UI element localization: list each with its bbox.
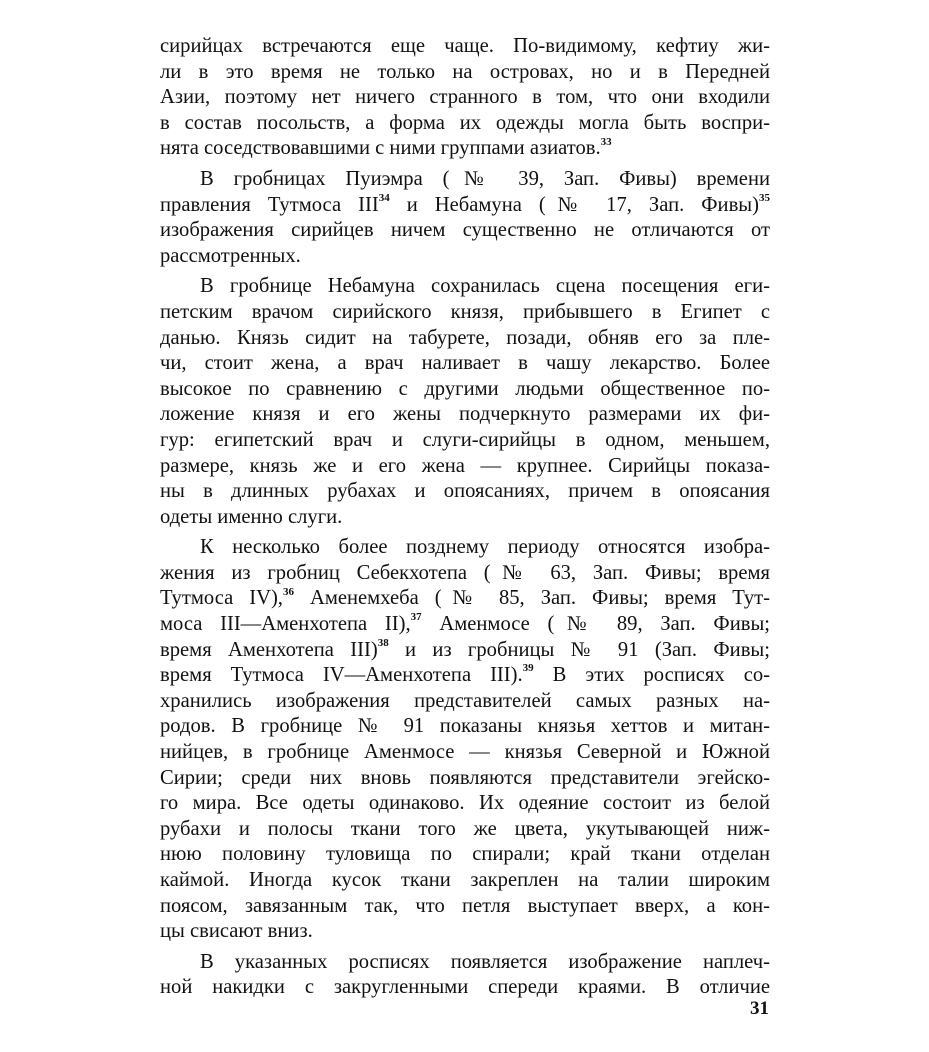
text-line: нята соседствовавшими с ними группами азиатов.$^{33}$ [160, 135, 612, 160]
text-line: поясом, завязанным так, что петля выступает вверх, а кон- [160, 894, 770, 917]
text-line: петским врачом сирийского князя, прибывшего в Египет с [160, 300, 770, 323]
text-line: ли в это время не только на островах, но и в Передней [160, 60, 770, 83]
text-line: гур: египетский врач и слуги-сирийцы в одном, меньшем, [160, 428, 770, 451]
text-line: изображения сирийцев ничем существенно не отличаются от [160, 219, 770, 242]
footnote-marker: 36 [282, 585, 294, 598]
footnote-marker: 38 [377, 636, 389, 649]
footnote-marker: 35 [759, 191, 770, 204]
text-line: рассмотренных. [160, 244, 301, 267]
paragraph [160, 167, 770, 269]
paragraph [160, 274, 770, 530]
paragraph [160, 950, 770, 1001]
text-line: высокое по сравнению с другими людьми общественное по- [160, 377, 770, 400]
text-line: К несколько более позднему периоду относятся изобра- [200, 536, 770, 559]
text-line: размере, князь же и его жена — крупнее. Сирийцы показа- [160, 454, 770, 477]
footnote-marker: 39 [522, 662, 534, 675]
text-line: Азии, поэтому нет ничего странного в том, что они входили [160, 86, 770, 109]
document-page [160, 34, 770, 1006]
footnote-marker: 37 [410, 611, 422, 624]
footnote-marker: 34 [378, 191, 390, 204]
text-line: время Аменхотепа III)$^{38}$ и из гробницы № 91 (Зап. Фивы; [160, 636, 770, 661]
text-line: ны в длинных рубахах и опоясаниях, причем в опоясания [160, 480, 770, 503]
text-line: чи, стоит жена, а врач наливает в чашу лекарство. Более [160, 352, 770, 375]
text-line: ной накидки с закругленными спереди краями. В отличие [160, 976, 770, 999]
text-line: время Тутмоса IV—Аменхотепа III).$^{39}$ В этих росписях со- [160, 662, 770, 687]
text-line: го мира. Все одеты одинаково. Их одеяние состоит из белой [160, 792, 770, 815]
text-line: в состав посольств, а форма их одежды могла быть воспри- [160, 111, 770, 134]
text-line: одеты именно слуги. [160, 505, 343, 528]
text-line: правления Тутмоса III$^{34}$ и Небамуна (№ 17, Зап. Фивы)$^{35}$ [160, 191, 770, 216]
text-line: данью. Князь сидит на табурете, позади, обняв его за пле- [160, 326, 770, 349]
text-line: нийцев, в гробнице Аменмосе — князья Северной и Южной [160, 741, 770, 764]
text-line: ложение князя и его жены подчеркнуто размерами их фи- [160, 403, 770, 426]
text-line: цы свисают вниз. [160, 920, 313, 943]
text-line: жения из гробниц Себекхотепа (№ 63, Зап. Фивы; время [160, 561, 770, 584]
text-line: В гробнице Небамуна сохранилась сцена посещения еги- [200, 275, 770, 298]
text-line: родов. В гробнице № 91 показаны князья хеттов и митан- [160, 715, 770, 738]
page-number: 31 [750, 998, 769, 1019]
text-line: сирийцах встречаются еще чаще. По-видимому, кефтиу жи- [160, 35, 770, 57]
text-line: моса III—Аменхотепа II),$^{37}$ Аменмосе (№ 89, Зап. Фивы; [160, 611, 771, 636]
text-line: каймой. Иногда кусок ткани закреплен на талии широким [160, 869, 770, 891]
text-line: хранились изображения представителей самых разных на- [160, 689, 770, 712]
text-line: В указанных росписях появляется изображение наплеч- [200, 950, 770, 973]
text-line: рубахи и полосы ткани того же цвета, укутывающей ниж- [160, 817, 770, 840]
text-line: Сирии; среди них вновь появляются представители эгейско- [160, 766, 770, 789]
text-line: Тутмоса IV),$^{36}$ Аменемхеба (№ 85, Зап. Фивы; время Тут- [160, 585, 771, 610]
paragraph [160, 535, 770, 945]
paragraph [160, 34, 770, 162]
text-line: В гробницах Пуиэмра (№ 39, Зап. Фивы) времени [200, 167, 770, 190]
text-line: нюю половину туловища по спирали; край ткани отделан [160, 843, 770, 866]
footnote-marker: 33 [600, 135, 612, 148]
